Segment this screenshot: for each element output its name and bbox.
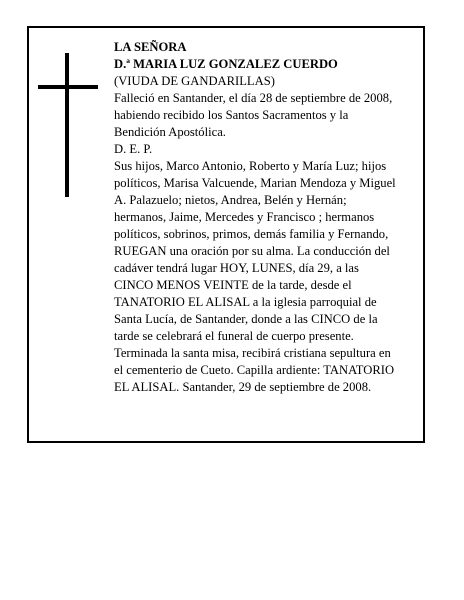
deceased-name: D.ª MARIA LUZ GONZALEZ CUERDO — [114, 57, 338, 71]
notice-text-line: Santa Lucía, de Santander, donde a las CINCO de la — [114, 312, 378, 326]
notice-text-line: el cementerio de Cueto. Capilla ardiente: TANATORIO — [114, 363, 395, 377]
notice-text-line: Terminada la santa misa, recibirá cristiana sepultura en — [114, 346, 391, 360]
rip-line: D. E. P. — [114, 142, 153, 156]
cross-horizontal-bar — [38, 85, 98, 89]
notice-text-line: A. Palazuelo; nietos, Andrea, Belén y Hernán; — [114, 193, 347, 207]
notice-text-line: CINCO MENOS VEINTE de la tarde, desde el — [114, 278, 352, 292]
notice-text-line: habiendo recibido los Santos Sacramentos y la — [114, 108, 349, 122]
notice-text-line: Falleció en Santander, el día 28 de septiembre de 2008, — [114, 91, 393, 105]
notice-text-line: Sus hijos, Marco Antonio, Roberto y María Luz; hijos — [114, 159, 387, 173]
cross-icon — [38, 53, 98, 197]
notice-text-line: hermanos, Jaime, Mercedes y Francisco ; hermanos — [114, 210, 375, 224]
notice-text-line: políticos, sobrinos, primos, demás familia y Fernando, — [114, 227, 389, 241]
notice-text-line: TANATORIO EL ALISAL a la iglesia parroquial de — [114, 295, 377, 309]
notice-text-line: tarde se celebrará el funeral de cuerpo presente. — [114, 329, 354, 343]
notice-body — [114, 39, 424, 396]
notice-text-line: EL ALISAL. Santander, 29 de septiembre de 2008. — [114, 380, 372, 394]
widow-of: (VIUDA DE GANDARILLAS) — [114, 74, 275, 88]
notice-text-line: políticos, Marisa Valcuende, Marian Mendoza y Miguel — [114, 176, 396, 190]
notice-text-line: cadáver tendrá lugar HOY, LUNES, día 29, a las — [114, 261, 359, 275]
notice-text-line: Bendición Apostólica. — [114, 125, 226, 139]
notice-title: LA SEÑORA — [114, 40, 187, 54]
notice-text-line: RUEGAN una oración por su alma. La conducción del — [114, 244, 390, 258]
cross-vertical-bar — [65, 53, 69, 197]
